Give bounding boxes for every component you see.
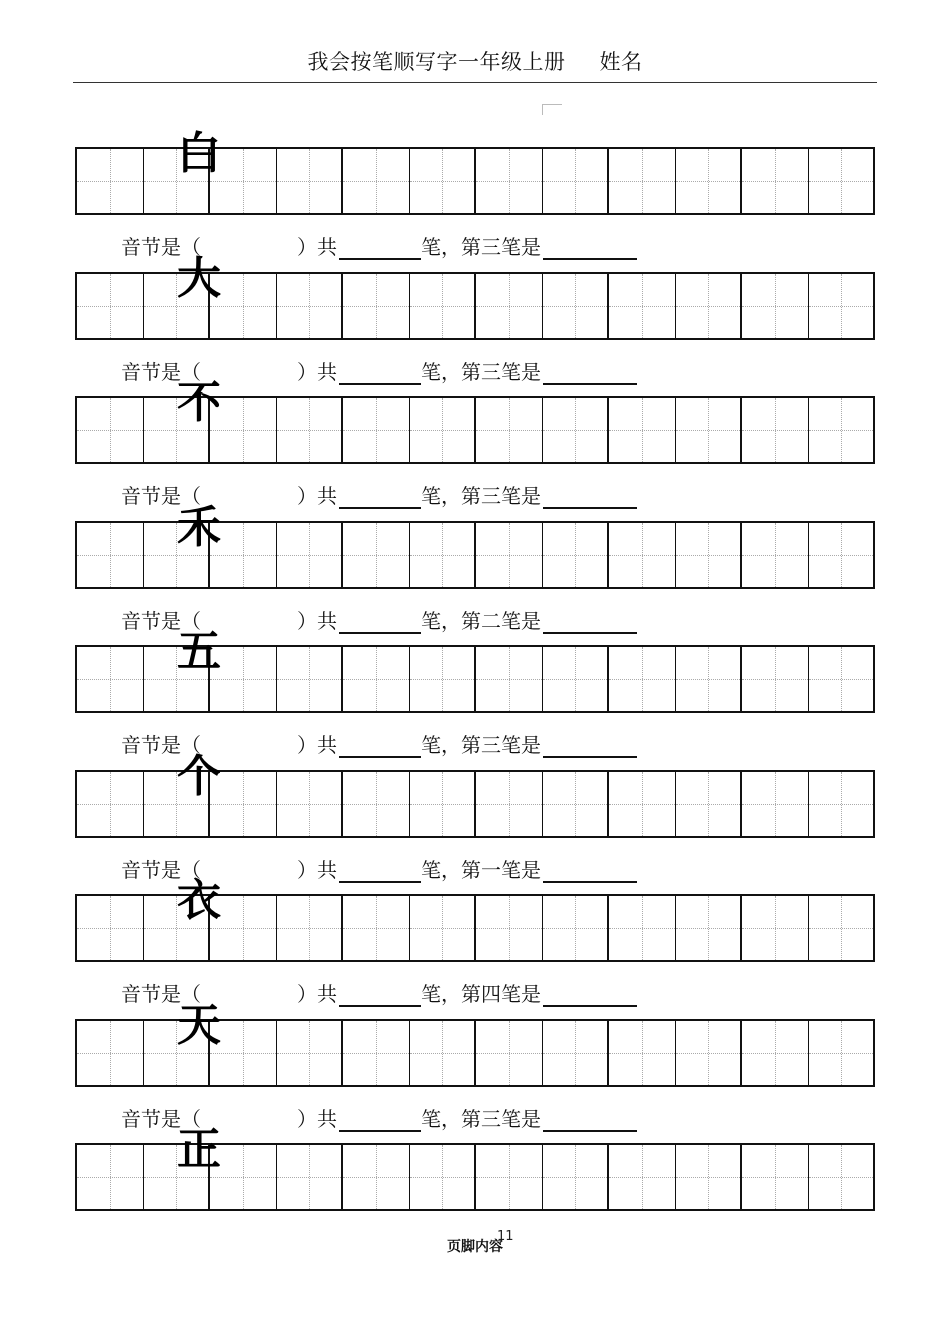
writing-cell[interactable]: [77, 523, 144, 587]
writing-cell[interactable]: [676, 274, 743, 338]
practice-character: 五: [177, 626, 221, 677]
writing-cell[interactable]: [77, 149, 144, 213]
strokes-unit-label: 笔，: [421, 1106, 461, 1131]
writing-cell[interactable]: [609, 647, 676, 711]
writing-cell[interactable]: [410, 523, 477, 587]
writing-cell[interactable]: [809, 274, 876, 338]
writing-cell[interactable]: [609, 1021, 676, 1085]
writing-cell[interactable]: [343, 149, 410, 213]
writing-cell[interactable]: [476, 274, 543, 338]
practice-character: 衣: [177, 875, 221, 926]
stroke-question-label: 第三笔是: [461, 1106, 541, 1131]
writing-cell[interactable]: [609, 1145, 676, 1209]
writing-cell[interactable]: [277, 896, 344, 960]
practice-character: 禾: [177, 501, 221, 553]
writing-cell[interactable]: [476, 1021, 543, 1085]
writing-cell[interactable]: [609, 523, 676, 587]
writing-cell[interactable]: [543, 1145, 610, 1209]
stroke-question-label: 第四笔是: [461, 982, 541, 1006]
writing-cell[interactable]: [77, 772, 144, 836]
name-label: 姓名: [599, 50, 643, 74]
stroke-answer-blank[interactable]: [543, 234, 637, 260]
stroke-count-blank[interactable]: [339, 857, 421, 883]
stroke-answer-blank[interactable]: [543, 483, 637, 509]
syllable-label: 音节是（: [121, 359, 201, 384]
writing-cell[interactable]: [476, 647, 543, 711]
writing-cell[interactable]: [277, 1021, 344, 1085]
writing-cell[interactable]: [742, 772, 809, 836]
writing-cell[interactable]: [77, 647, 144, 711]
writing-cell[interactable]: [543, 896, 610, 960]
stroke-question-label: 第三笔是: [461, 359, 541, 384]
writing-cell[interactable]: [343, 398, 410, 462]
writing-cell[interactable]: [277, 1145, 344, 1209]
syllable-label: 音节是（: [121, 857, 201, 882]
writing-cell[interactable]: [277, 398, 344, 462]
stroke-count-blank[interactable]: [339, 359, 421, 385]
stroke-question-label: 第三笔是: [461, 235, 541, 259]
writing-cell[interactable]: [742, 1145, 809, 1209]
writing-cell[interactable]: [476, 1145, 543, 1209]
writing-cell[interactable]: [410, 398, 477, 462]
strokes-unit-label: 笔，: [421, 982, 461, 1006]
writing-cell[interactable]: [343, 772, 410, 836]
writing-cell[interactable]: [809, 772, 876, 836]
writing-cell[interactable]: [676, 523, 743, 587]
writing-cell[interactable]: [343, 896, 410, 960]
strokes-unit-label: 笔，: [421, 608, 461, 633]
stroke-count-blank[interactable]: [339, 234, 421, 260]
writing-cell[interactable]: [676, 772, 743, 836]
writing-cell[interactable]: [543, 647, 610, 711]
writing-cell[interactable]: [809, 1021, 876, 1085]
writing-cell[interactable]: [543, 523, 610, 587]
writing-cell[interactable]: [410, 647, 477, 711]
writing-cell[interactable]: [410, 1145, 477, 1209]
writing-cell[interactable]: [609, 896, 676, 960]
writing-cell[interactable]: [277, 274, 344, 338]
writing-cell[interactable]: [609, 772, 676, 836]
strokes-unit-label: 笔，: [421, 857, 461, 882]
writing-cell[interactable]: [676, 149, 743, 213]
stroke-count-blank[interactable]: [339, 732, 421, 758]
writing-cell[interactable]: [77, 1145, 144, 1209]
writing-cell[interactable]: [77, 274, 144, 338]
stroke-count-blank[interactable]: [339, 981, 421, 1007]
writing-cell[interactable]: [676, 398, 743, 462]
writing-cell[interactable]: [676, 1145, 743, 1209]
writing-cell[interactable]: [277, 523, 344, 587]
writing-cell[interactable]: [676, 896, 743, 960]
writing-cell[interactable]: [809, 896, 876, 960]
stroke-question-label: 第一笔是: [461, 857, 541, 882]
corner-marker-icon: [542, 104, 562, 115]
page-footer: 页脚内容: [447, 1239, 503, 1255]
stroke-count-label: ）共: [297, 733, 337, 757]
syllable-label: 音节是（: [121, 982, 201, 1006]
writing-cell[interactable]: [343, 1145, 410, 1209]
writing-cell[interactable]: [343, 274, 410, 338]
stroke-count-label: ）共: [297, 982, 337, 1006]
writing-cell[interactable]: [609, 398, 676, 462]
writing-cell[interactable]: [543, 1021, 610, 1085]
stroke-count-label: ）共: [297, 359, 337, 384]
syllable-label: 音节是（: [121, 733, 201, 757]
strokes-unit-label: 笔，: [421, 235, 461, 259]
stroke-question-label: 第三笔是: [461, 733, 541, 757]
syllable-label: 音节是（: [121, 235, 201, 259]
syllable-label: 音节是（: [121, 484, 201, 508]
writing-cell[interactable]: [410, 274, 477, 338]
writing-cell[interactable]: [809, 398, 876, 462]
writing-cell[interactable]: [476, 772, 543, 836]
writing-cell[interactable]: [476, 398, 543, 462]
practice-character: 白: [177, 128, 221, 179]
writing-cell[interactable]: [343, 523, 410, 587]
writing-cell[interactable]: [277, 772, 344, 836]
worksheet-title: 我会按笔顺写字一年级上册: [307, 50, 566, 74]
stroke-question-label: 第三笔是: [461, 484, 541, 508]
stroke-answer-blank[interactable]: [543, 359, 637, 385]
writing-cell[interactable]: [476, 149, 543, 213]
stroke-answer-blank[interactable]: [543, 981, 637, 1007]
strokes-unit-label: 笔，: [421, 484, 461, 508]
writing-cell[interactable]: [410, 149, 477, 213]
syllable-label: 音节是（: [121, 608, 201, 633]
writing-cell[interactable]: [543, 772, 610, 836]
stroke-count-label: ）共: [297, 1106, 337, 1131]
writing-cell[interactable]: [742, 523, 809, 587]
syllable-label: 音节是（: [121, 1106, 201, 1131]
writing-cell[interactable]: [543, 149, 610, 213]
stroke-question-label: 第二笔是: [461, 608, 541, 633]
practice-character: 个: [177, 750, 221, 802]
stroke-count-label: ）共: [297, 608, 337, 633]
writing-cell[interactable]: [277, 647, 344, 711]
stroke-answer-blank[interactable]: [543, 857, 637, 883]
stroke-count-label: ）共: [297, 235, 337, 259]
stroke-answer-blank[interactable]: [543, 608, 637, 634]
writing-cell[interactable]: [476, 523, 543, 587]
stroke-count-blank[interactable]: [339, 1106, 421, 1132]
practice-character: 天: [177, 999, 221, 1051]
writing-cell[interactable]: [77, 398, 144, 462]
writing-cell[interactable]: [543, 274, 610, 338]
writing-cell[interactable]: [742, 647, 809, 711]
writing-cell[interactable]: [343, 1021, 410, 1085]
writing-cell[interactable]: [609, 149, 676, 213]
practice-character: 正: [177, 1124, 221, 1175]
page-number: 11: [497, 1229, 514, 1244]
writing-cell[interactable]: [410, 896, 477, 960]
writing-cell[interactable]: [277, 149, 344, 213]
stroke-count-label: ）共: [297, 857, 337, 882]
practice-character: 不: [177, 377, 221, 428]
writing-cell[interactable]: [742, 149, 809, 213]
stroke-answer-blank[interactable]: [543, 732, 637, 758]
writing-cell[interactable]: [676, 1021, 743, 1085]
writing-cell[interactable]: [410, 1021, 477, 1085]
writing-cell[interactable]: [476, 896, 543, 960]
writing-cell[interactable]: [343, 647, 410, 711]
stroke-count-blank[interactable]: [339, 483, 421, 509]
writing-cell[interactable]: [609, 274, 676, 338]
writing-cell[interactable]: [809, 149, 876, 213]
header-divider: [73, 82, 877, 83]
writing-cell[interactable]: [676, 647, 743, 711]
practice-character: 大: [177, 252, 221, 304]
writing-cell[interactable]: [77, 896, 144, 960]
writing-cell[interactable]: [543, 398, 610, 462]
writing-cell[interactable]: [742, 398, 809, 462]
writing-cell[interactable]: [809, 523, 876, 587]
stroke-answer-blank[interactable]: [543, 1106, 637, 1132]
writing-cell[interactable]: [809, 647, 876, 711]
writing-cell[interactable]: [410, 772, 477, 836]
writing-cell[interactable]: [742, 274, 809, 338]
strokes-unit-label: 笔，: [421, 733, 461, 757]
writing-cell[interactable]: [809, 1145, 876, 1209]
strokes-unit-label: 笔，: [421, 359, 461, 384]
page-header: [0, 46, 950, 76]
writing-cell[interactable]: [742, 896, 809, 960]
stroke-count-blank[interactable]: [339, 608, 421, 634]
writing-cell[interactable]: [77, 1021, 144, 1085]
stroke-count-label: ）共: [297, 484, 337, 508]
writing-cell[interactable]: [742, 1021, 809, 1085]
